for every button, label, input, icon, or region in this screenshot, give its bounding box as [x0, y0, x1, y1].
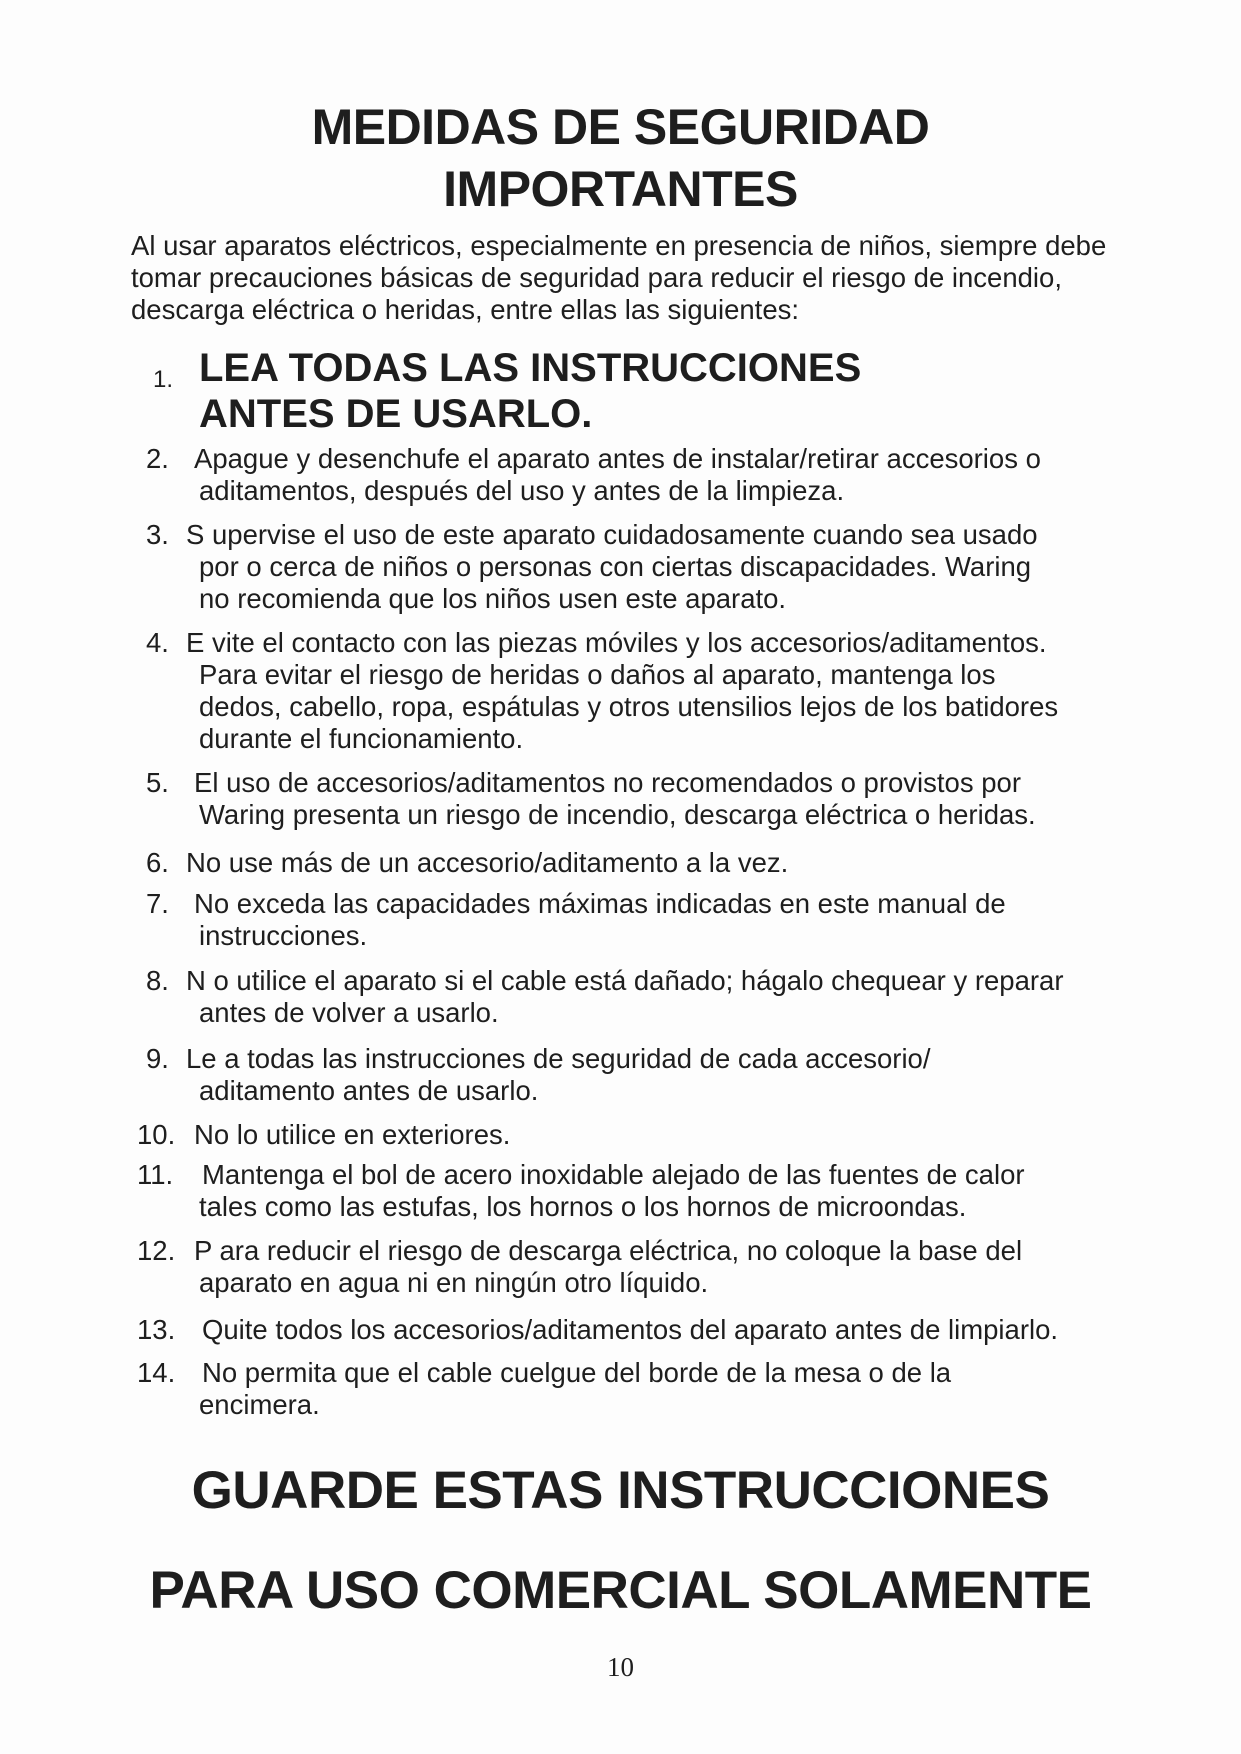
item-text-line: No exceda las capacidades máximas indicadas en este manual de — [194, 888, 1006, 919]
item-text-line: P ara reducir el riesgo de descarga eléctrica, no coloque la base del — [194, 1235, 1023, 1266]
item-text-line: Apague y desenchufe el aparato antes de instalar/retirar accesorios o — [194, 443, 1041, 474]
item-text-line: dedos, cabello, ropa, espátulas y otros utensilios lejos de los batidores — [199, 691, 1059, 722]
item-number: 14. — [137, 1357, 176, 1388]
item-text-line: aparato en agua ni en ningún otro líquido. — [199, 1267, 709, 1298]
item-number: 6. — [146, 847, 169, 878]
intro-paragraph: Al usar aparatos eléctricos, especialmente en presencia de niños, siempre debe tomar precauciones básicas de seguridad para reducir el riesgo de incendio, descarga eléctrica o heridas, entre ellas las siguientes: — [131, 230, 1107, 325]
page-title-line-2: IMPORTANTES — [443, 161, 798, 217]
item-number: 11. — [137, 1159, 174, 1190]
item-number: 8. — [146, 965, 169, 996]
item-text-line: Para evitar el riesgo de heridas o daños al aparato, mantenga los — [199, 659, 996, 690]
item-text-line: N o utilice el aparato si el cable está dañado; hágalo chequear y reparar — [186, 965, 1064, 996]
item-number: 10. — [137, 1119, 176, 1150]
item-number: 13. — [137, 1314, 176, 1345]
item-text-line: durante el funcionamiento. — [199, 723, 524, 754]
save-instructions-heading: GUARDE ESTAS INSTRUCCIONES — [191, 1461, 1050, 1520]
item-text-line: aditamentos, después del uso y antes de la limpieza. — [199, 475, 845, 506]
page-number: 10 — [607, 1652, 634, 1682]
item-number: 12. — [137, 1235, 176, 1266]
item-text-line: encimera. — [199, 1389, 320, 1420]
item-text-line: No lo utilice en exteriores. — [194, 1119, 511, 1150]
item-text-line: instrucciones. — [199, 920, 368, 951]
item-text-line: no recomienda que los niños usen este aparato. — [199, 583, 787, 614]
item-text-line: aditamento antes de usarlo. — [199, 1075, 539, 1106]
item-text-line: tales como las estufas, los hornos o los hornos de microondas. — [199, 1191, 967, 1222]
item-text-line: Waring presenta un riesgo de incendio, descarga eléctrica o heridas. — [199, 799, 1036, 830]
item-text-line: Le a todas las instrucciones de seguridad de cada accesorio/ — [186, 1043, 931, 1074]
item-text-line: por o cerca de niños o personas con ciertas discapacidades. Waring — [199, 551, 1032, 582]
item-text-line: ANTES DE USARLO. — [199, 392, 593, 436]
item-number: 2. — [146, 443, 169, 474]
item-text-line: No use más de un accesorio/aditamento a la vez. — [186, 847, 789, 878]
item-text-line: El uso de accesorios/aditamentos no recomendados o provistos por — [194, 767, 1021, 798]
item-number: 1. — [153, 366, 174, 393]
page-title-line-1: MEDIDAS DE SEGURIDAD — [311, 99, 930, 155]
item-text-line: E vite el contacto con las piezas móviles y los accesorios/aditamentos. — [186, 627, 1047, 658]
item-number: 9. — [146, 1043, 169, 1074]
item-number: 3. — [146, 519, 169, 550]
item-text-line: LEA TODAS LAS INSTRUCCIONES — [199, 346, 862, 390]
item-number: 7. — [146, 888, 169, 919]
item-text-line: No permita que el cable cuelgue del borde de la mesa o de la — [202, 1357, 952, 1388]
item-text-line: antes de volver a usarlo. — [199, 997, 499, 1028]
item-text-line: Quite todos los accesorios/aditamentos del aparato antes de limpiarlo. — [202, 1314, 1059, 1345]
item-number: 5. — [146, 767, 169, 798]
item-text-line: Mantenga el bol de acero inoxidable alejado de las fuentes de calor — [202, 1159, 1025, 1190]
commercial-use-heading: PARA USO COMERCIAL SOLAMENTE — [149, 1561, 1092, 1620]
item-text-line: S upervise el uso de este aparato cuidadosamente cuando sea usado — [186, 519, 1038, 550]
item-number: 4. — [146, 627, 169, 658]
